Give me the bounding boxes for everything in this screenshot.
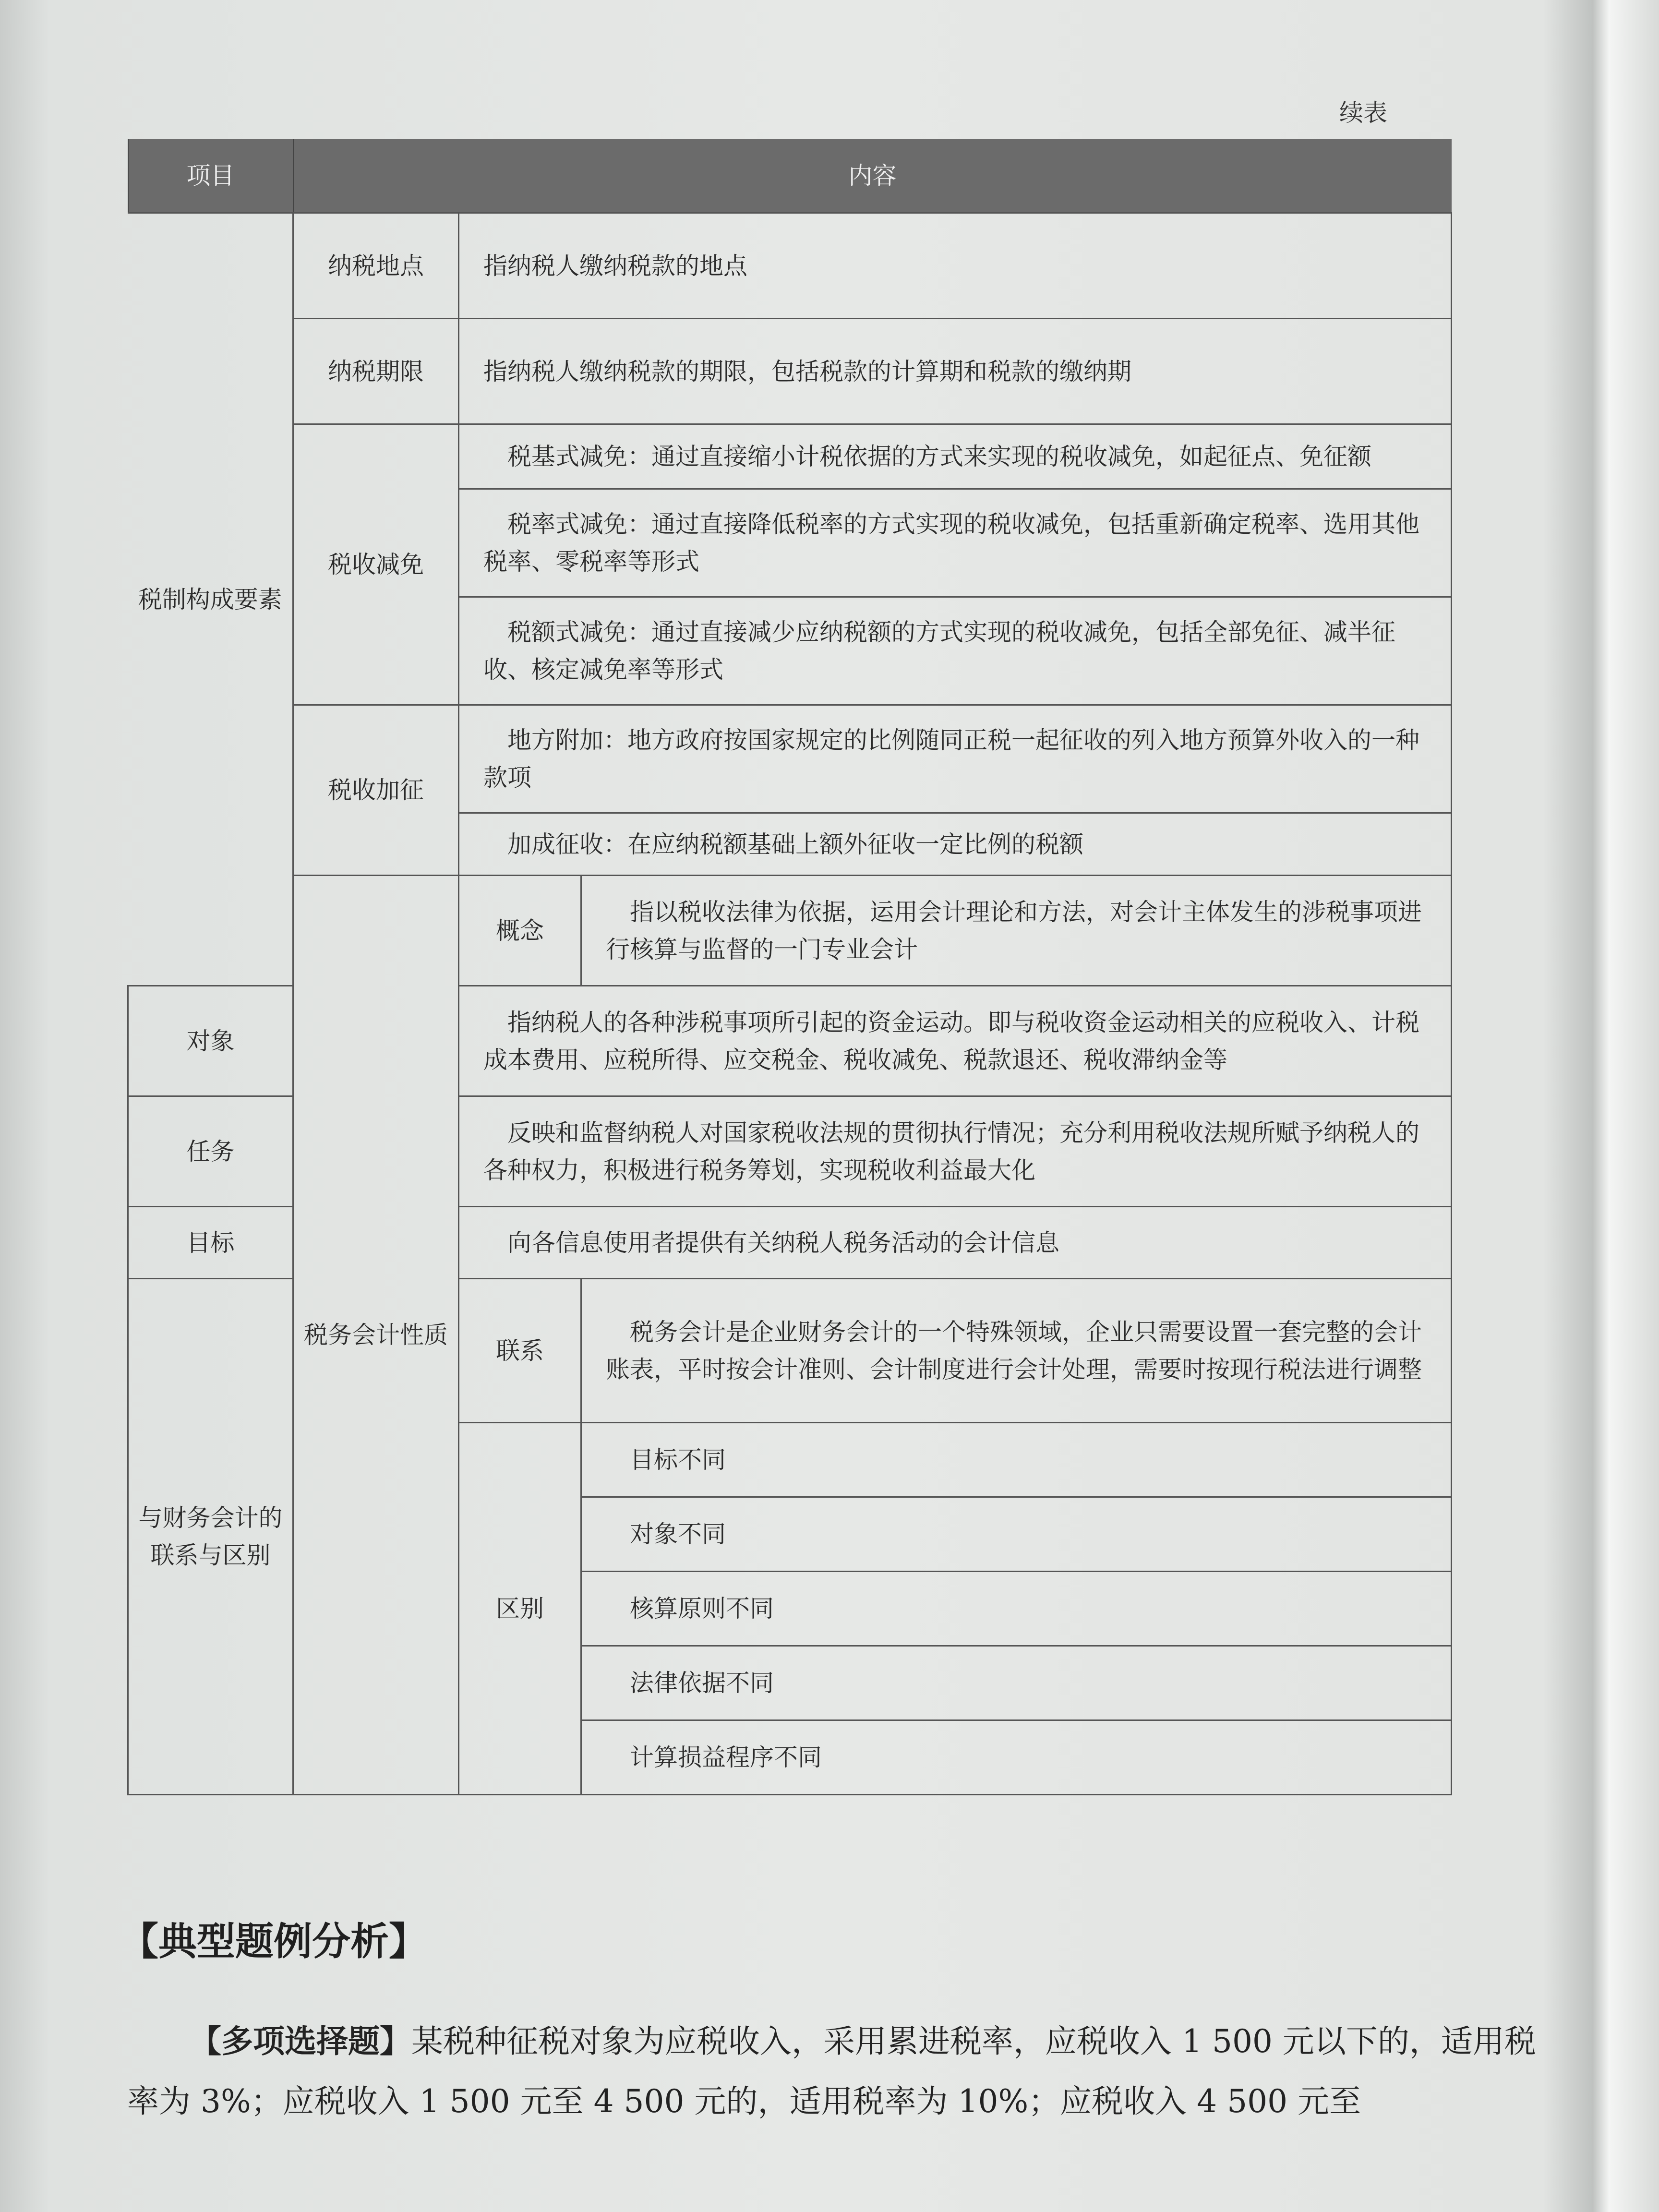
content-cell: 指纳税人缴纳税款的地点 [459, 213, 1452, 319]
sub-goal: 目标 [128, 1207, 293, 1279]
sub-task: 任务 [128, 1096, 293, 1207]
content-cell: 税额式减免：通过直接减少应纳税额的方式实现的税收减免，包括全部免征、减半征收、核定减免率等形式 [459, 597, 1452, 705]
continued-label: 续表 [1339, 99, 1387, 127]
link-label: 联系 [459, 1279, 581, 1423]
category-tax-accounting: 税务会计性质 [293, 876, 459, 1795]
diff-item: 对象不同 [581, 1497, 1452, 1572]
sub-concept: 概念 [459, 876, 581, 986]
question-tag: 【多项选择题】 [190, 2023, 411, 2060]
sub-period: 纳税期限 [293, 319, 459, 424]
content-cell: 地方附加：地方政府按国家规定的比例随同正税一起征收的列入地方预算外收入的一种款项 [459, 705, 1452, 813]
header-content: 内容 [293, 139, 1452, 213]
diff-label: 区别 [459, 1423, 581, 1795]
content-cell: 指纳税人缴纳税款的期限，包括税款的计算期和税款的缴纳期 [459, 319, 1452, 424]
header-item: 项目 [128, 139, 293, 213]
question-paragraph [127, 2011, 1548, 2131]
section-title: 【典型题例分析】 [120, 1919, 427, 1964]
diff-item: 目标不同 [581, 1423, 1452, 1497]
diff-item: 核算原则不同 [581, 1572, 1452, 1646]
content-cell: 税基式减免：通过直接缩小计税依据的方式来实现的税收减免，如起征点、免征额 [459, 424, 1452, 489]
category-tax-elements: 税制构成要素 [128, 213, 293, 986]
diff-item: 法律依据不同 [581, 1646, 1452, 1720]
sub-reduction: 税收减免 [293, 424, 459, 705]
content-cell: 反映和监督纳税人对国家税收法规的贯彻执行情况；充分利用税收法规所赋予纳税人的各种权力，积极进行税务筹划，实现税收利益最大化 [459, 1096, 1452, 1207]
content-cell: 指纳税人的各种涉税事项所引起的资金运动。即与税收资金运动相关的应税收入、计税成本费用、应税所得、应交税金、税收减免、税款退还、税收滞纳金等 [459, 986, 1452, 1096]
diff-item: 计算损益程序不同 [581, 1720, 1452, 1795]
sub-place: 纳税地点 [293, 213, 459, 319]
tax-table [127, 139, 1452, 1795]
content-cell: 向各信息使用者提供有关纳税人税务活动的会计信息 [459, 1207, 1452, 1279]
link-text: 税务会计是企业财务会计的一个特殊领域，企业只需要设置一套完整的会计账表，平时按会计准则、会计制度进行会计处理，需要时按现行税法进行调整 [581, 1279, 1452, 1423]
question-text: 某税种征税对象为应税收入，采用累进税率，应税收入 1 500 元以下的，适用税率为 3%；应税收入 1 500 元至 4 500 元的，适用税率为 10%；应税收入 4 500 元至 [127, 2023, 1536, 2120]
sub-surcharge: 税收加征 [293, 705, 459, 876]
content-cell: 税率式减免：通过直接降低税率的方式实现的税收减免，包括重新确定税率、选用其他税率、零税率等形式 [459, 489, 1452, 597]
content-cell: 加成征收：在应纳税额基础上额外征收一定比例的税额 [459, 813, 1452, 876]
sub-object: 对象 [128, 986, 293, 1096]
content-cell: 指以税收法律为依据，运用会计理论和方法，对会计主体发生的涉税事项进行核算与监督的一门专业会计 [581, 876, 1452, 986]
sub-relation: 与财务会计的联系与区别 [128, 1279, 293, 1795]
